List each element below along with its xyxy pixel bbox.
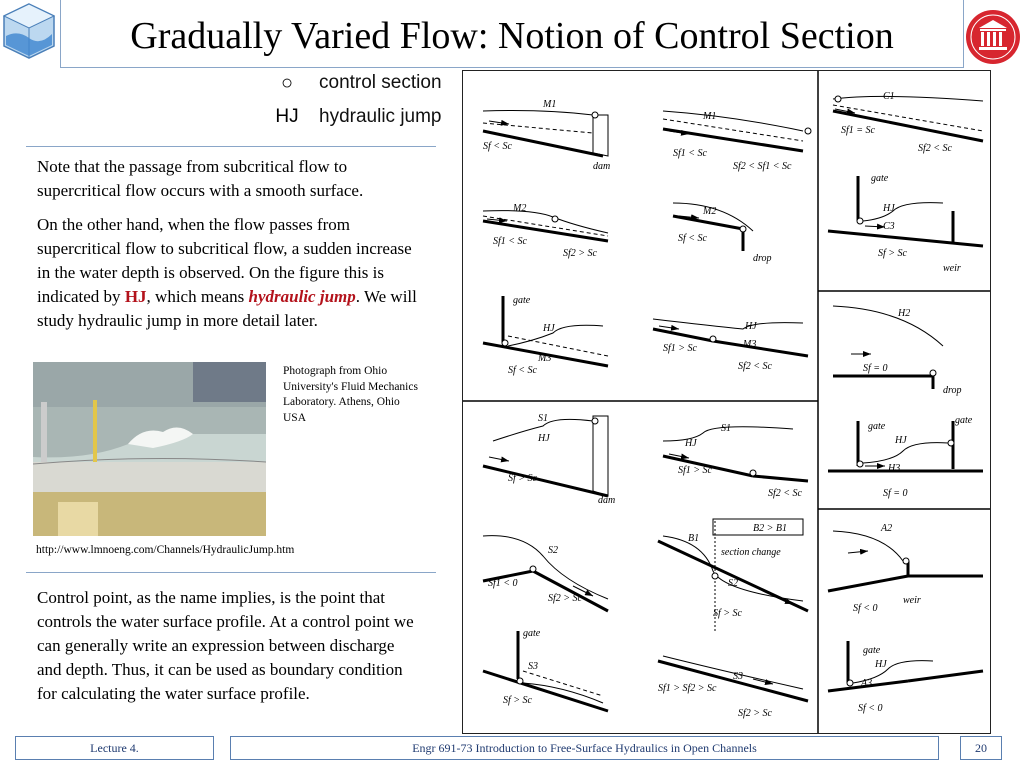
slope-label: Sf > Sc — [503, 695, 532, 706]
legend-label: hydraulic jump — [319, 106, 442, 127]
structure-label: weir — [903, 595, 921, 606]
profile-label: S2 — [728, 578, 738, 589]
profile-label: S2 — [548, 545, 558, 556]
slope-label: Sf > Sc — [713, 608, 742, 619]
profile-label: M2 — [513, 203, 527, 214]
hj-label: HJ — [745, 321, 757, 332]
profile-label: S3 — [528, 661, 538, 672]
slope-label: Sf1 > Sc — [663, 343, 697, 354]
profile-label: H3 — [888, 463, 901, 474]
control-point-text: Control point, as the name implies, is the point that controls the water surface profile. At a control point we can generally write an expression between discharge and depth. Thus, it can be used as boundary condition for calculating the water surface profile. — [37, 588, 414, 703]
legend — [265, 68, 460, 134]
slope-label: Sf1 < Sc — [493, 236, 527, 247]
slope-label: Sf1 = Sc — [841, 125, 875, 136]
slope-label: Sf1 > Sf2 > Sc — [658, 683, 717, 694]
intro-paragraph-2 — [37, 213, 422, 333]
structure-label: drop — [753, 253, 772, 264]
profile-label: M1 — [543, 99, 557, 110]
profile-label: S1 — [538, 413, 548, 424]
slope-label: Sf < Sc — [483, 141, 512, 152]
source-link[interactable]: http://www.lmnoeng.com/Channels/HydraulicJump.htm — [36, 544, 295, 556]
legend-item-hydraulic-jump — [265, 102, 442, 132]
section-rule — [26, 572, 436, 573]
slope-label: Sf < 0 — [853, 603, 878, 614]
hj-label: HJ — [538, 433, 550, 444]
structure-label: dam — [593, 161, 611, 172]
page-title: Gradually Varied Flow: Notion of Control Section — [130, 15, 894, 57]
hydraulic-jump-highlight: hydraulic jump — [248, 287, 356, 306]
structure-label: dam — [598, 495, 616, 506]
slope-label: Sf1 < 0 — [488, 578, 518, 589]
intro-text — [37, 155, 422, 343]
slope-label: Sf2 > Sc — [563, 248, 597, 259]
slope-label: Sf2 < Sc — [918, 143, 952, 154]
hj-label: HJ — [895, 435, 907, 446]
profile-label: M3 — [743, 339, 757, 350]
hj-label: HJ — [883, 203, 895, 214]
profile-label: M1 — [703, 111, 717, 122]
hj-label: HJ — [543, 323, 555, 334]
slope-label: Sf2 < Sc — [768, 488, 802, 499]
structure-label: gate — [863, 645, 881, 656]
slope-label: Sf < 0 — [858, 703, 883, 714]
structure-label: weir — [943, 263, 961, 274]
profile-label: C1 — [883, 91, 895, 102]
flow-profiles-figure — [462, 70, 991, 734]
structure-label: gate — [871, 173, 889, 184]
profile-label: B2 > B1 — [753, 523, 787, 534]
slope-label: Sf2 > Sc — [548, 593, 582, 604]
structure-label: gate — [868, 421, 886, 432]
header-rule — [60, 67, 964, 68]
slope-label: Sf2 < Sc — [738, 361, 772, 372]
structure-label: gate — [513, 295, 531, 306]
slope-label: Sf < Sc — [678, 233, 707, 244]
slope-label: Sf > Sc — [878, 248, 907, 259]
slope-label: Sf = 0 — [883, 488, 908, 499]
footer-page-number: 20 — [960, 736, 1002, 760]
slope-label: Sf1 < Sc — [673, 148, 707, 159]
intro-text-part: On the other hand, when the flow passes from supercritical flow to subcritical flow, a sudden increase in the water depth is observed. On the figure this is indicated by — [37, 215, 412, 306]
legend-symbol: ○ — [280, 71, 294, 94]
slope-label: Sf < Sc — [508, 365, 537, 376]
hj-highlight: HJ — [124, 287, 147, 306]
section-rule — [26, 146, 436, 147]
intro-text-part: . We will study hydraulic jump in more detail later. — [37, 287, 417, 330]
profile-label: A3 — [861, 678, 873, 689]
course-logo — [0, 0, 58, 62]
profile-label: S3 — [733, 671, 743, 682]
slope-label: Sf2 < Sf1 < Sc — [733, 161, 792, 172]
hj-label: HJ — [685, 438, 697, 449]
profile-label: C3 — [883, 221, 895, 232]
profile-label: M3 — [538, 353, 552, 364]
photo-caption: Photograph from Ohio University's Fluid Mechanics Laboratory. Athens, Ohio USA — [283, 365, 418, 424]
slope-label: Sf = 0 — [863, 363, 888, 374]
intro-paragraph-1: Note that the passage from subcritical flow to supercritical flow occurs with a smooth surface. — [37, 157, 364, 200]
university-seal-logo — [965, 6, 1021, 68]
structure-label: gate — [955, 415, 973, 426]
structure-label: drop — [943, 385, 962, 396]
slope-label: Sf1 > Sc — [678, 465, 712, 476]
footer-course: Engr 691-73 Introduction to Free-Surface Hydraulics in Open Channels — [230, 736, 939, 760]
profile-label: M2 — [703, 206, 717, 217]
lab-photo — [33, 362, 266, 536]
structure-label: section change — [721, 547, 781, 558]
legend-item-control-section — [265, 68, 442, 98]
intro-text-part: , which means — [146, 287, 249, 306]
slope-label: Sf2 > Sc — [738, 708, 772, 719]
profile-label: B1 — [688, 533, 700, 544]
profile-label: S1 — [721, 423, 731, 434]
slope-label: Sf > Sc — [508, 473, 537, 484]
header-divider-right — [963, 0, 964, 68]
hj-label: HJ — [875, 659, 887, 670]
profile-label: A2 — [881, 523, 893, 534]
structure-label: gate — [523, 628, 541, 639]
header-divider-left — [60, 0, 61, 68]
legend-label: control section — [319, 72, 442, 93]
footer-lecture: Lecture 4. — [15, 736, 214, 760]
profile-label: H2 — [898, 308, 911, 319]
legend-symbol: HJ — [275, 106, 299, 127]
